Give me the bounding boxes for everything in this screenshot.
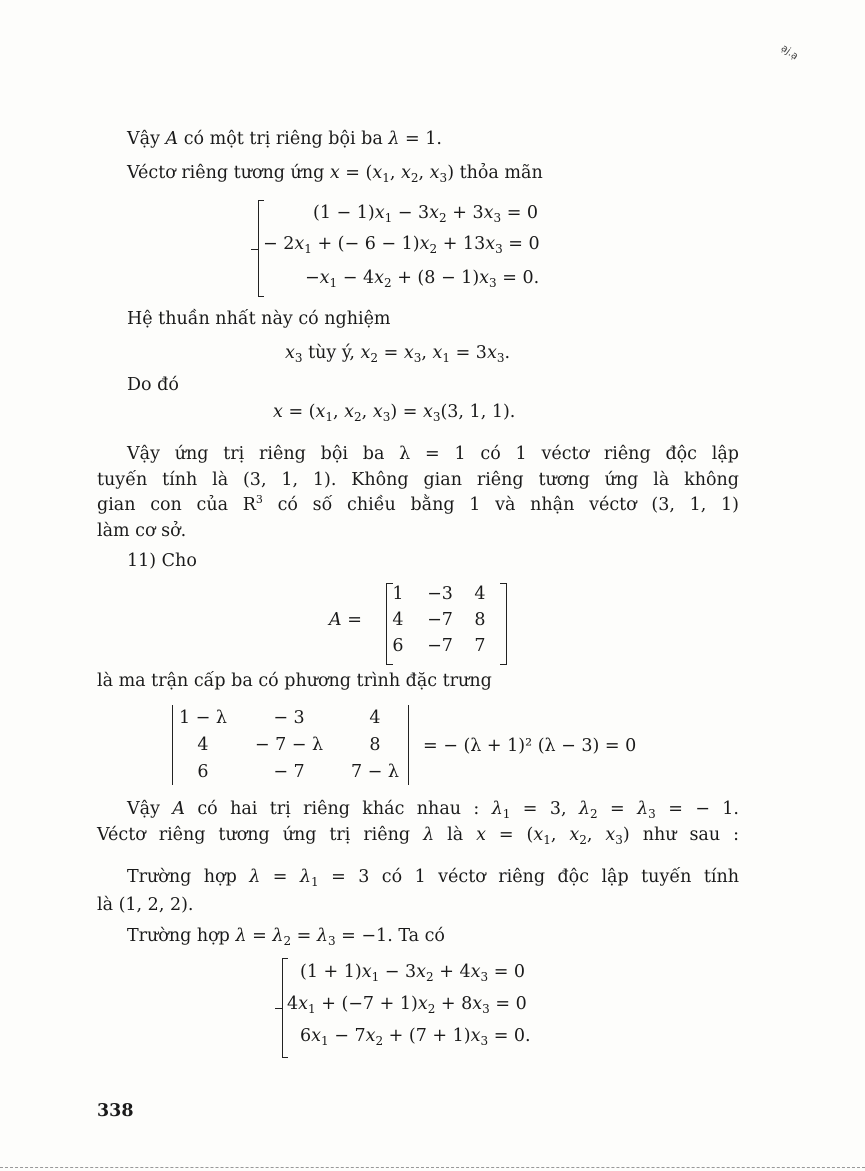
det-cell: 8: [369, 735, 381, 755]
case-2-line: Trường hợp $\lambda = \lambda_2 = \lambda_3 = -1$. Ta có: [127, 926, 445, 948]
matrix-a-cell: 6: [392, 636, 404, 656]
paragraph-line-2: tuyến tính là (3, 1, 1). Không gian riêng tương ứng là không: [97, 470, 739, 490]
page-bottom-rule: [0, 1167, 865, 1168]
det-cell: 6: [197, 762, 209, 782]
page-number: 338: [97, 1101, 134, 1121]
system-2-eq-2: $4x_1 + (-7 + 1)x_2 + 8x_3 = 0$: [287, 994, 527, 1016]
matrix-a-cell: −7: [427, 610, 453, 630]
det-cell: 4: [369, 708, 381, 728]
system-2-eq-3: $6x_1 - 7x_2 + (7 + 1)x_3 = 0$.: [300, 1026, 531, 1048]
item-11: 11) Cho: [127, 551, 197, 571]
case-1-vector: là (1, 2, 2).: [97, 895, 194, 915]
matrix-a-cell: −7: [427, 636, 453, 656]
det-cell: 7 − λ: [350, 762, 399, 782]
paragraph-line-3: gian con của $R^3$ có số chiều bằng 1 và nhận véctơ (3, 1, 1): [97, 493, 739, 515]
corner-mark: ạj.ạ: [778, 42, 801, 63]
characteristic-intro: là ma trận cấp ba có phương trình đặc trưng: [97, 671, 492, 691]
matrix-a-cell: 7: [474, 636, 486, 656]
solution-vector: $x = (x_1$, $x_2$, $x_3) = x_3(3$, 1, 1).: [273, 402, 516, 424]
matrix-a-cell: −3: [427, 584, 453, 604]
det-cell: 1 − λ: [178, 708, 227, 728]
det-cell: − 7: [273, 762, 305, 782]
matrix-a-cell: 8: [474, 610, 486, 630]
characteristic-equation: = − (λ + 1)² (λ − 3) = 0: [423, 736, 637, 756]
matrix-a-cell: 4: [392, 610, 404, 630]
eigenvector-line: Véctơ riêng tương ứng trị riêng λ là $x = (x_1$, $x_2$, $x_3$) như sau :: [97, 825, 739, 847]
system-2-eq-1: $(1 + 1)x_1 - 3x_2 + 4x_3 = 0$: [300, 962, 526, 984]
text-line-1: Vậy A có một trị riêng bội ba λ = 1.: [127, 129, 442, 149]
do-do: Do đó: [127, 375, 179, 395]
paragraph-line-1: Vậy ứng trị riêng bội ba λ = 1 có 1 véctơ riêng độc lập: [127, 444, 739, 464]
system-1-eq-3: $-x_1 - 4x_2 + (8 - 1)x_3 = 0$.: [305, 268, 540, 290]
eigenvalues-line: Vậy A có hai trị riêng khác nhau : $\lambda_1 = 3$, $\lambda_2 = \lambda_3$ = − 1.: [127, 799, 739, 821]
system-1-eq-1: $(1 - 1)x_1 - 3x_2 + 3x_3 = 0$: [313, 203, 539, 225]
intro-solution: Hệ thuần nhất này có nghiệm: [127, 309, 391, 329]
det-cell: − 3: [273, 708, 305, 728]
solution-line: $x_3$ tùy ý, $x_2 = x_3$, $x_1 = 3x_3$.: [285, 343, 511, 365]
paragraph-line-4: làm cơ sở.: [97, 521, 187, 541]
det-cell: 4: [197, 735, 209, 755]
text-line-2: Véctơ riêng tương ứng $x = (x_1$, $x_2$, $x_3$) thỏa mãn: [127, 163, 543, 185]
case-1-line: Trường hợp $\lambda = \lambda_1 = 3$ có 1 véctơ riêng độc lập tuyến tính: [127, 867, 739, 889]
matrix-a-cell: 1: [392, 584, 404, 604]
det-cell: − 7 − λ: [254, 735, 324, 755]
system-1-eq-2: − $2x_1$ + (− $6 - 1)x_2 + 13x_3 = 0$: [263, 234, 540, 256]
matrix-a-label: A =: [329, 610, 362, 630]
matrix-a-cell: 4: [474, 584, 486, 604]
